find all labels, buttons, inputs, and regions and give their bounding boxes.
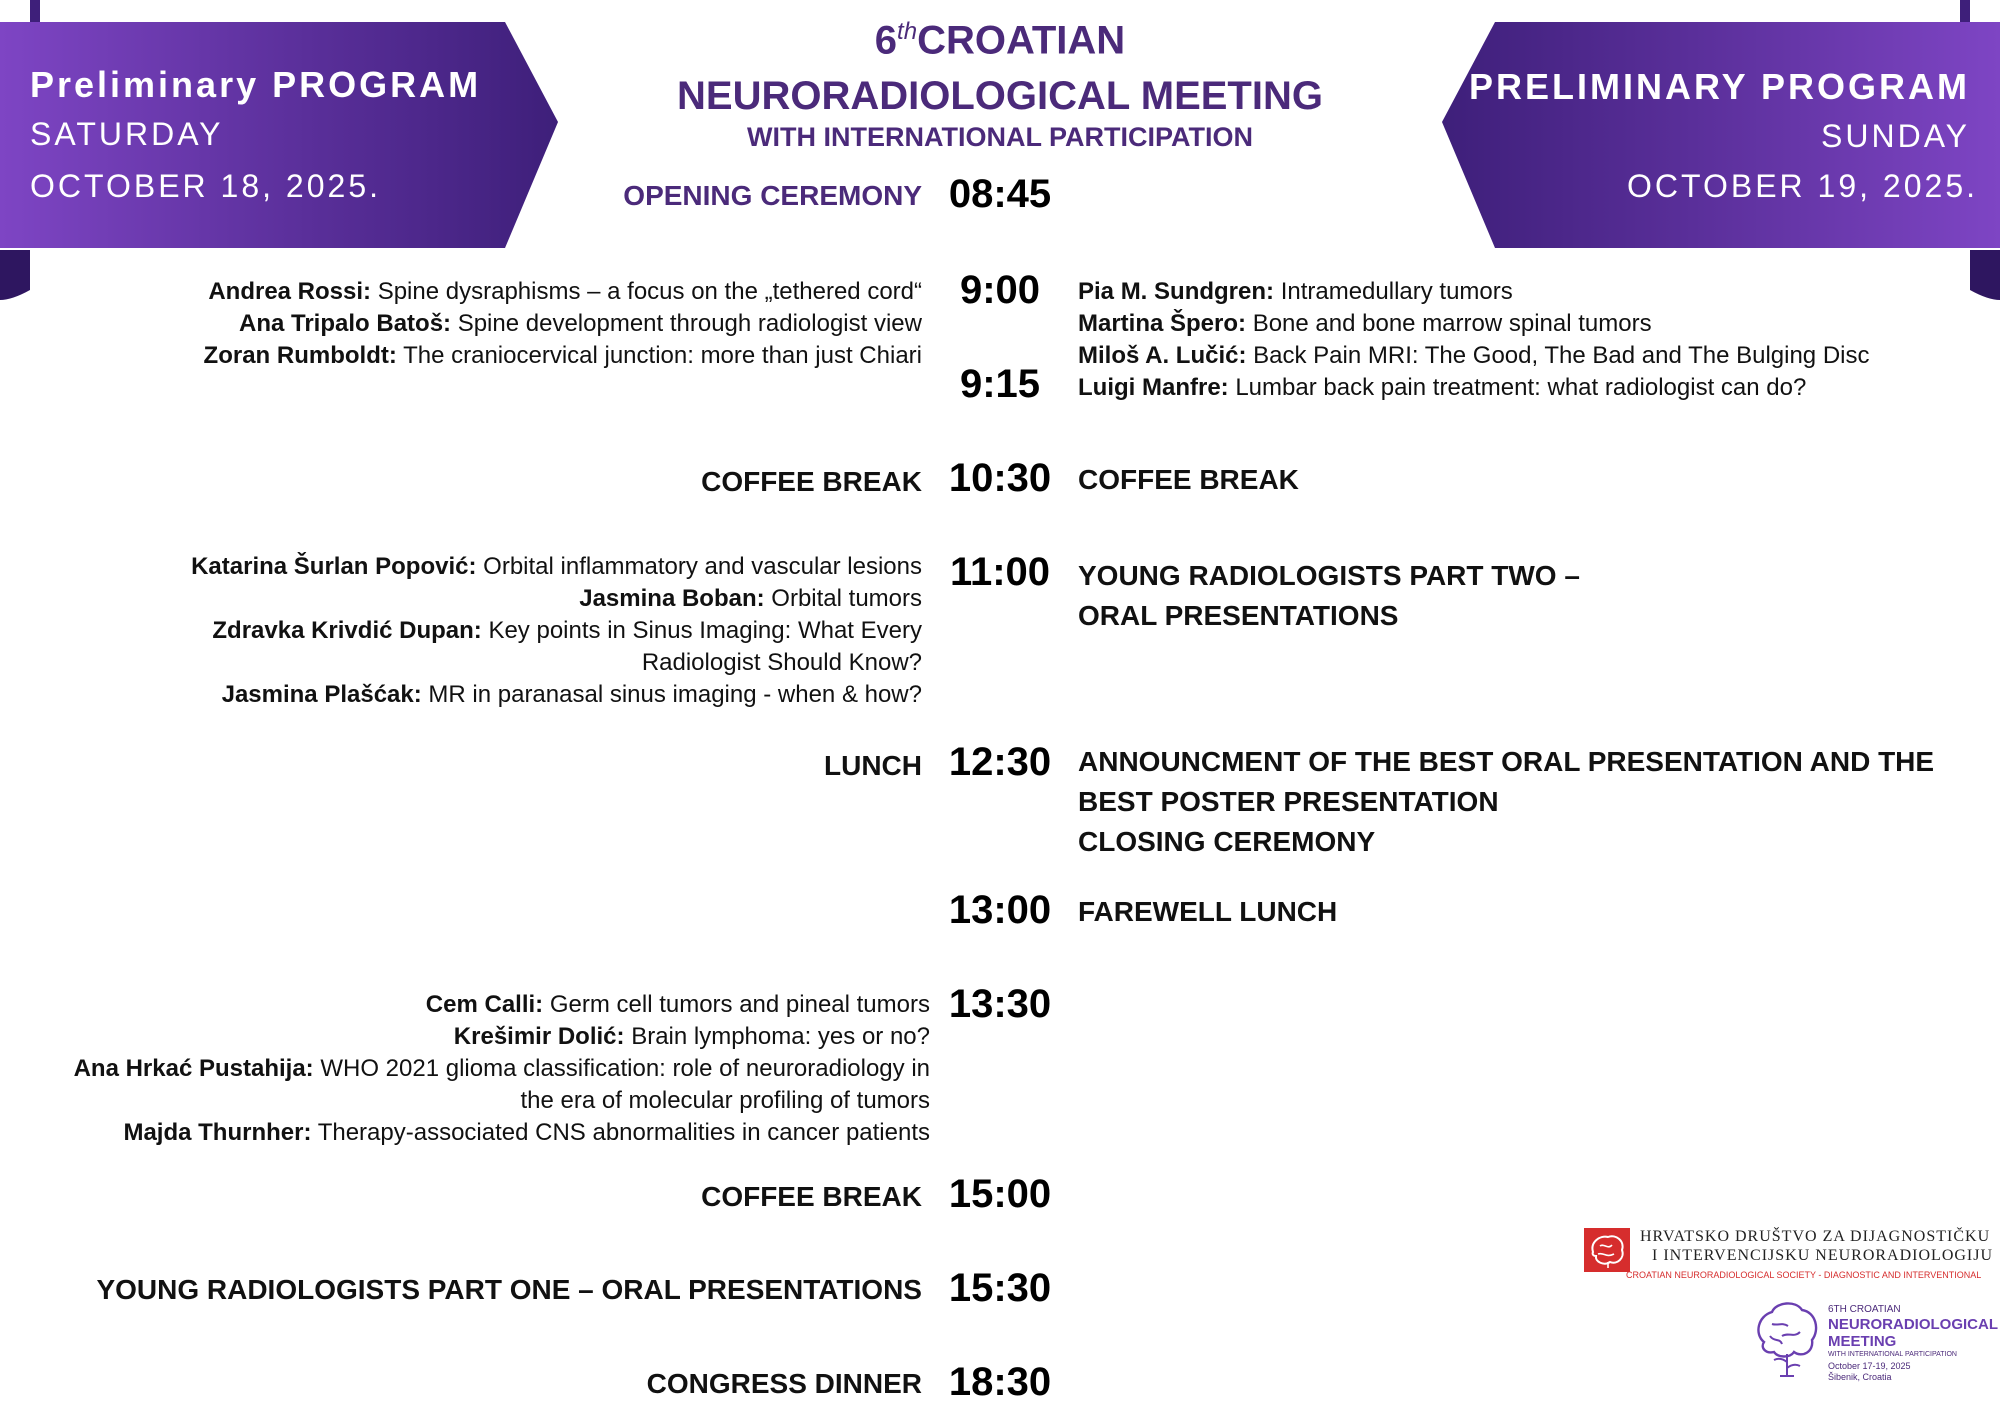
talk-row xyxy=(74,1053,930,1085)
talk-row xyxy=(204,340,922,372)
speaker-name: Zoran Rumboldt: xyxy=(203,342,397,369)
saturday-date-label: OCTOBER 18, 2025. xyxy=(30,168,381,204)
sunday-ribbon-shape xyxy=(1420,0,2000,310)
speaker-name: Zdravka Krivdić Dupan: xyxy=(212,617,482,644)
talk-title: Germ cell tumors and pineal tumors xyxy=(549,991,930,1018)
meeting-title-line2: NEURORADIOLOGICAL MEETING xyxy=(677,74,1323,118)
sunday-date-label: OCTOBER 19, 2025. xyxy=(1627,168,1978,204)
meeting-country: CROATIAN xyxy=(917,18,1126,63)
talk-title: Key points in Sinus Imaging: What Every xyxy=(488,617,922,644)
talk-row xyxy=(191,551,922,583)
saturday-session-orbit-sinus xyxy=(191,551,922,711)
saturday-lunch: LUNCH xyxy=(824,750,922,781)
society-name-line2: I INTERVENCIJSKU NEURORADIOLOGIJU xyxy=(1652,1247,1994,1264)
society-name-english: CROATIAN NEURORADIOLOGICAL SOCIETY - DIAGNOSTIC AND INTERVENTIONAL xyxy=(1626,1270,1982,1280)
time-1330: 13:30 xyxy=(948,982,1052,1026)
talk-title: Radiologist Should Know? xyxy=(641,649,922,676)
talk-title: Orbital inflammatory and vascular lesions xyxy=(483,553,922,580)
meeting-title-line1 xyxy=(500,18,1500,63)
sunday-program-label: PRELIMINARY PROGRAM xyxy=(1468,66,1970,107)
speaker-name: Luigi Manfre: xyxy=(1078,374,1229,401)
talk-title: Back Pain MRI: The Good, The Bad and The Bulging Disc xyxy=(1253,342,1870,369)
meeting-logo xyxy=(1752,1298,1998,1382)
saturday-congress-dinner: CONGRESS DINNER xyxy=(646,1368,922,1399)
talk-row xyxy=(74,989,930,1021)
talk-row xyxy=(1078,276,1870,308)
saturday-day-label: SATURDAY xyxy=(30,116,224,152)
speaker-name: Andrea Rossi: xyxy=(208,278,372,305)
society-name-line1: HRVATSKO DRUŠTVO ZA DIJAGNOSTIČKU xyxy=(1640,1228,1991,1245)
sunday-closing-ceremony: CLOSING CEREMONY xyxy=(1078,826,1376,857)
talk-row xyxy=(191,647,922,679)
talk-title: Bone and bone marrow spinal tumors xyxy=(1252,310,1652,337)
talk-title: Spine development through radiologist view xyxy=(457,310,922,337)
talk-title: Lumbar back pain treatment: what radiologist can do? xyxy=(1235,374,1807,401)
brain-tree-icon xyxy=(1752,1298,1822,1382)
talk-title: Intramedullary tumors xyxy=(1280,278,1513,305)
time-1530: 15:30 xyxy=(948,1266,1052,1310)
time-1300: 13:00 xyxy=(948,888,1052,932)
speaker-name: Pia M. Sundgren: xyxy=(1078,278,1275,305)
speaker-name: Martina Špero: xyxy=(1078,310,1247,337)
time-0900: 9:00 xyxy=(959,268,1041,312)
meeting-logo-name: NEURORADIOLOGICAL xyxy=(1828,1316,1998,1333)
speaker-name: Miloš A. Lučić: xyxy=(1078,342,1247,369)
talk-row xyxy=(74,1117,930,1149)
saturday-ribbon-shape xyxy=(0,0,580,310)
time-0845: 08:45 xyxy=(948,172,1052,216)
talk-row xyxy=(191,615,922,647)
meeting-ordinal: th xyxy=(897,18,918,45)
sunday-announcement-line: ANNOUNCMENT OF THE BEST ORAL PRESENTATION AND THE xyxy=(1078,746,1935,777)
talk-row xyxy=(1078,340,1870,372)
sunday-announcement xyxy=(1078,742,1934,862)
speaker-name: Majda Thurnher: xyxy=(123,1119,312,1146)
sunday-young-radiologists xyxy=(1078,556,1580,636)
time-1500: 15:00 xyxy=(948,1172,1052,1216)
talk-title: Spine dysraphisms – a focus on the „tethered cord“ xyxy=(377,278,922,305)
speaker-name: Krešimir Dolić: xyxy=(453,1023,625,1050)
sunday-farewell-lunch: FAREWELL LUNCH xyxy=(1078,896,1338,927)
talk-title: MR in paranasal sinus imaging - when & how? xyxy=(428,681,922,708)
talk-row xyxy=(1078,308,1870,340)
society-logo xyxy=(1584,1226,1992,1282)
saturday-session-tumors xyxy=(74,989,930,1149)
speaker-name: Jasmina Plašćak: xyxy=(221,681,422,708)
talk-row xyxy=(191,679,922,711)
meeting-logo-meeting: MEETING xyxy=(1828,1333,1897,1350)
talk-title: the era of molecular profiling of tumors xyxy=(520,1087,930,1114)
saturday-coffee-break-2: COFFEE BREAK xyxy=(701,1181,922,1212)
speaker-name: Jasmina Boban: xyxy=(579,585,765,612)
meeting-subtitle: WITH INTERNATIONAL PARTICIPATION xyxy=(747,122,1253,152)
sunday-day-label: SUNDAY xyxy=(1821,118,1970,154)
meeting-logo-participation: WITH INTERNATIONAL PARTICIPATION xyxy=(1828,1351,1957,1358)
meeting-number: 6 xyxy=(874,18,898,63)
sunday-young-line: YOUNG RADIOLOGISTS PART TWO – xyxy=(1078,560,1580,591)
brain-icon xyxy=(1584,1228,1630,1272)
saturday-session-spine xyxy=(204,276,922,372)
speaker-name: Ana Tripalo Batoš: xyxy=(239,310,452,337)
meeting-logo-edition: 6TH CROATIAN xyxy=(1828,1304,1901,1315)
time-1100: 11:00 xyxy=(949,550,1051,594)
saturday-young-radiologists: YOUNG RADIOLOGISTS PART ONE – ORAL PRESENTATIONS xyxy=(96,1274,922,1305)
talk-title: Orbital tumors xyxy=(771,585,922,612)
sunday-coffee-break: COFFEE BREAK xyxy=(1078,464,1299,495)
speaker-name: Katarina Šurlan Popović: xyxy=(191,553,477,580)
opening-ceremony-label: OPENING CEREMONY xyxy=(623,180,922,211)
sunday-young-line: ORAL PRESENTATIONS xyxy=(1078,600,1399,631)
time-0915: 9:15 xyxy=(959,362,1041,406)
talk-row xyxy=(204,276,922,308)
talk-title: The craniocervical junction: more than just Chiari xyxy=(403,342,922,369)
meeting-logo-dates: October 17-19, 2025 xyxy=(1828,1361,1911,1371)
time-1830: 18:30 xyxy=(948,1360,1052,1404)
sunday-announcement-line: BEST POSTER PRESENTATION xyxy=(1078,786,1499,817)
talk-title: Therapy-associated CNS abnormalities in cancer patients xyxy=(317,1119,930,1146)
talk-row xyxy=(191,583,922,615)
time-1030: 10:30 xyxy=(948,456,1052,500)
saturday-coffee-break-1: COFFEE BREAK xyxy=(701,466,922,497)
talk-row xyxy=(74,1021,930,1053)
talk-row xyxy=(204,308,922,340)
meeting-logo-location: Šibenik, Croatia xyxy=(1828,1372,1892,1382)
talk-row xyxy=(1078,372,1870,404)
time-1230: 12:30 xyxy=(948,740,1052,784)
talk-title: Brain lymphoma: yes or no? xyxy=(631,1023,930,1050)
speaker-name: Ana Hrkać Pustahija: xyxy=(73,1055,314,1082)
saturday-program-label: Preliminary PROGRAM xyxy=(30,64,482,105)
speaker-name: Cem Calli: xyxy=(425,991,544,1018)
sunday-session-spine xyxy=(1078,276,1870,404)
talk-row xyxy=(74,1085,930,1117)
talk-title: WHO 2021 glioma classification: role of neuroradiology in xyxy=(320,1055,930,1082)
